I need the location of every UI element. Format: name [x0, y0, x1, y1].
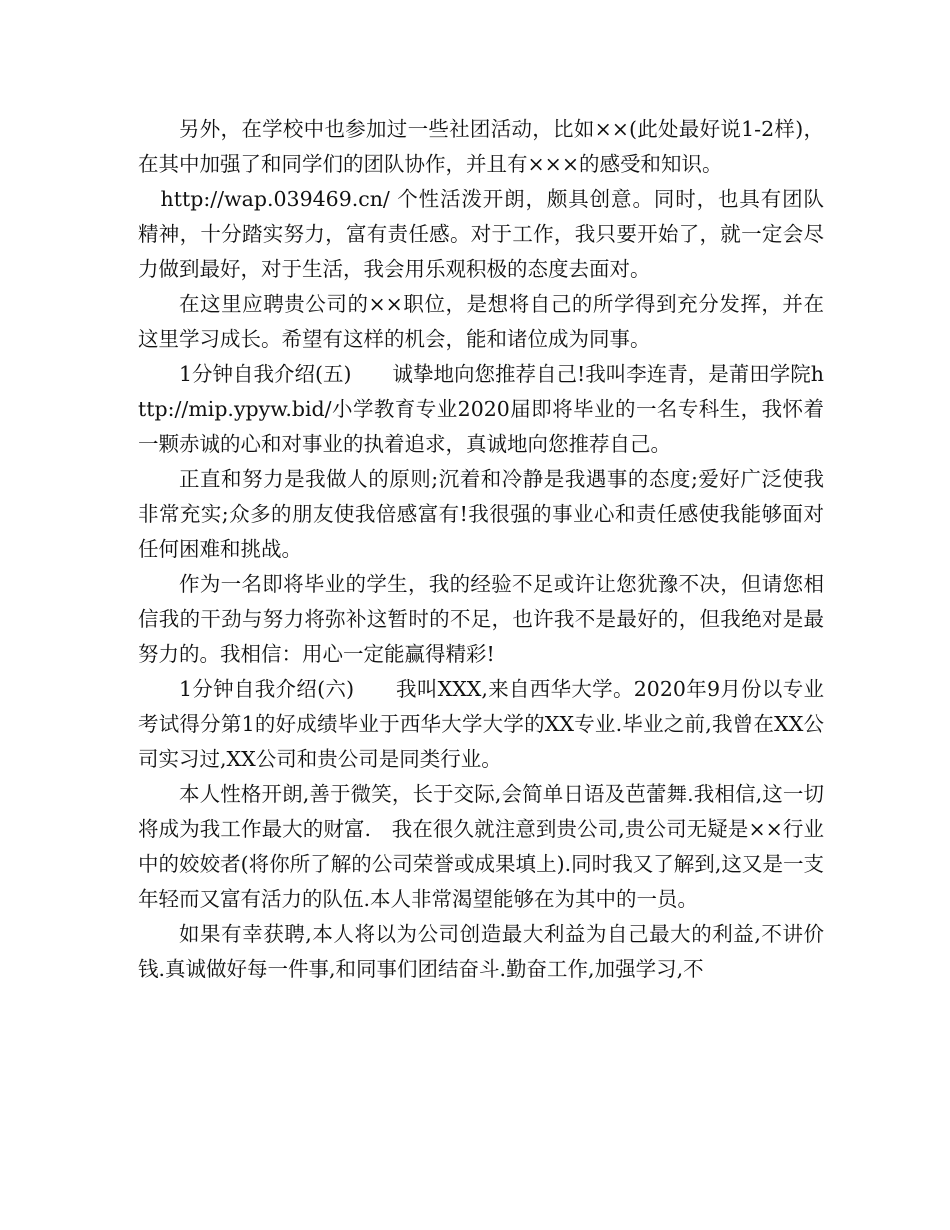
paragraph-principles: 正直和努力是我做人的原则;沉着和冷静是我遇事的态度;爱好广泛使我非常充实;众多的朋友使我倍感富有!我很强的事业心和责任感使我能够面对任何困难和挑战。: [138, 467, 824, 561]
paragraph-intro-five: 1分钟自我介绍(五) 诚挚地向您推荐自己!我叫李连青，是莆田学院http://mip.ypyw.bid/小学教育专业2020届即将毕业的一名专科生，我怀着一颗赤诚的心和对事业的执着追求，真诚地向您推荐自己。: [138, 362, 824, 456]
paragraph-character: 本人性格开朗,善于微笑，长于交际,会简单日语及芭蕾舞.我相信,这一切将成为我工作最大的财富. 我在很久就注意到贵公司,贵公司无疑是××行业中的姣姣者(将你所了解的公司荣誉或成果填上).同时我又了解到,这又是一支年轻而又富有活力的队伍.本人非常渴望能够在为其中的一员。: [138, 782, 824, 911]
paragraph-club-activities: 另外，在学校中也参加过一些社团活动，比如××(此处最好说1-2样)，在其中加强了和同学们的团队协作，并且有×××的感受和知识。: [138, 117, 824, 176]
paragraph-intro-six: 1分钟自我介绍(六) 我叫XXX,来自西华大学。2020年9月份以专业考试得分第1的好成绩毕业于西华大学大学的XX专业.毕业之前,我曾在XX公司实习过,XX公司和贵公司是同类行业。: [138, 677, 824, 771]
document-body: [138, 112, 824, 987]
paragraph-application-goal: 在这里应聘贵公司的××职位，是想将自己的所学得到充分发挥，并在这里学习成长。希望有这样的机会，能和诸位成为同事。: [138, 292, 824, 351]
paragraph-if-hired: 如果有幸获聘,本人将以为公司创造最大利益为自己最大的利益,不讲价钱.真诚做好每一件事,和同事们团结奋斗.勤奋工作,加强学习,不: [138, 922, 824, 981]
paragraph-personality: http://wap.039469.cn/ 个性活泼开朗，颇具创意。同时，也具有团队精神，十分踏实努力，富有责任感。对于工作，我只要开始了，就一定会尽力做到最好，对于生活，我会用乐观积极的态度去面对。: [138, 187, 824, 281]
paragraph-graduate-commitment: 作为一名即将毕业的学生，我的经验不足或许让您犹豫不决，但请您相信我的干劲与努力将弥补这暂时的不足，也许我不是最好的，但我绝对是最努力的。我相信：用心一定能赢得精彩!: [138, 572, 824, 666]
